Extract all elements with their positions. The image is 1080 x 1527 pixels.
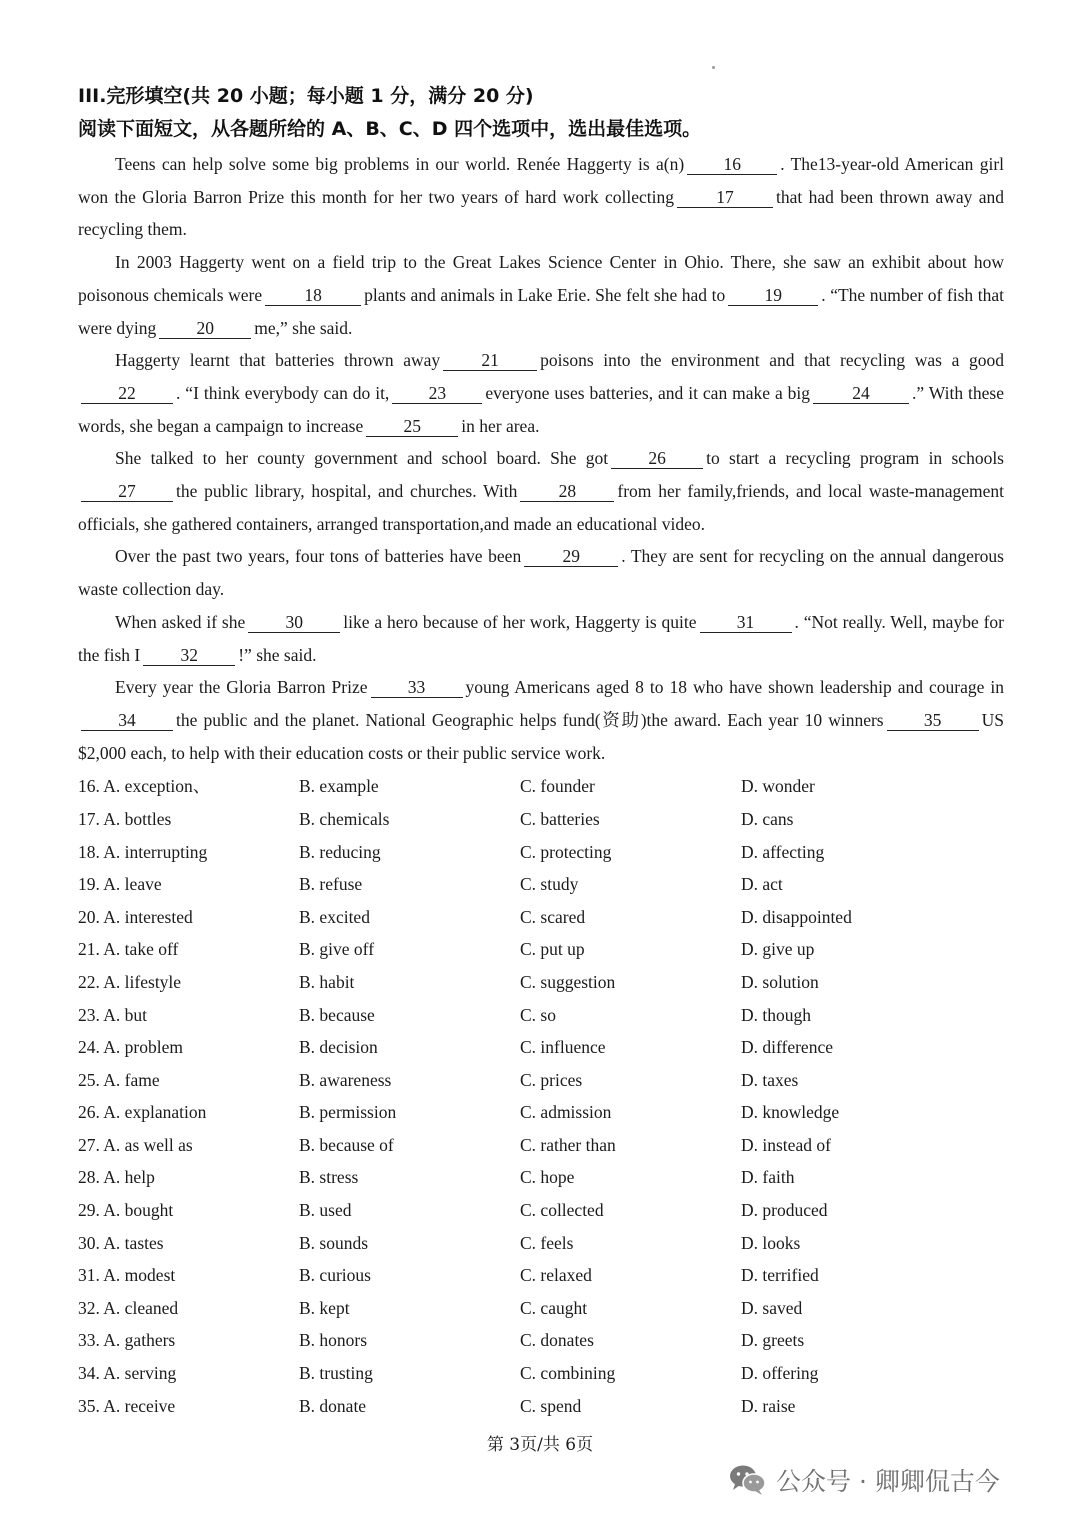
option-text: B. sounds [299,1232,369,1253]
passage-paragraph [78,148,1004,246]
question-row-18 [78,836,1004,869]
option-a[interactable] [78,770,299,803]
option-text: D. produced [741,1200,828,1221]
blank-31[interactable]: 31 [700,613,792,633]
question-number: 23. [78,1004,100,1025]
option-b[interactable] [299,803,520,836]
option-text: A. help [103,1167,155,1188]
option-text: C. admission [520,1102,612,1123]
blank-35[interactable]: 35 [887,711,979,731]
passage-paragraph [78,606,1004,671]
option-b[interactable] [299,1161,520,1194]
option-d[interactable] [741,966,962,999]
option-text: B. permission [299,1102,397,1123]
option-text: C. put up [520,939,585,960]
blank-24[interactable]: 24 [813,384,909,404]
option-text: A. receive [103,1395,176,1416]
option-c[interactable] [520,933,741,966]
question-row-27 [78,1129,1004,1162]
question-number: 30. [78,1232,100,1253]
option-c[interactable] [520,999,741,1032]
question-number: 28. [78,1167,100,1188]
blank-21[interactable]: 21 [443,351,537,371]
blank-18[interactable]: 18 [265,286,361,306]
blank-22[interactable]: 22 [81,384,173,404]
option-c[interactable] [520,901,741,934]
passage-text: in her area. [461,415,540,436]
question-row-24 [78,1031,1004,1064]
option-a[interactable] [78,1292,299,1325]
question-row-20 [78,901,1004,934]
wechat-icon [728,1463,768,1497]
option-text: A. fame [103,1069,160,1090]
passage-text: . The13-year-old American girl won the Gloria Barron Prize this month for her two years of hard work collecting [78,154,1005,207]
option-d[interactable] [741,1259,962,1292]
option-text: B. used [299,1200,352,1221]
option-text: A. bottles [103,808,172,829]
option-text: D. wonder [741,776,815,797]
question-row-25 [78,1064,1004,1097]
passage-text: the public and the planet. National Geographic helps fund(资助)the award. Each year 10 winners [176,709,884,730]
option-text: A. problem [103,1037,184,1058]
question-number: 21. [78,939,100,960]
question-row-35 [78,1390,1004,1423]
wechat-watermark [728,1462,1000,1498]
option-text: D. difference [741,1037,833,1058]
option-c[interactable] [520,966,741,999]
exam-page [78,80,1004,1422]
option-c[interactable] [520,1259,741,1292]
option-b[interactable] [299,901,520,934]
option-text: C. batteries [520,808,600,829]
option-d[interactable] [741,1064,962,1097]
passage-text: When asked if she [115,611,246,632]
option-c[interactable] [520,1357,741,1390]
option-text: A. gathers [103,1330,176,1351]
question-number: 16. [78,776,100,797]
option-text: B. honors [299,1330,368,1351]
option-d[interactable] [741,901,962,934]
option-text: A. explanation [103,1102,207,1123]
option-text: D. raise [741,1395,796,1416]
option-b[interactable] [299,1227,520,1260]
option-c[interactable] [520,836,741,869]
instruction: 阅读下面短文，从各题所给的 A、B、C、D 四个选项中，选出最佳选项。 [78,118,702,140]
passage-paragraph [78,442,1004,540]
option-text: A. cleaned [103,1297,179,1318]
option-text: B. stress [299,1167,359,1188]
option-a[interactable] [78,1390,299,1423]
option-a[interactable] [78,1129,299,1162]
option-text: A. interrupting [103,841,208,862]
question-row-31 [78,1259,1004,1292]
option-text: C. founder [520,776,595,797]
question-number: 32. [78,1297,100,1318]
question-row-28 [78,1161,1004,1194]
passage-text: . “The number of fish that were dying [78,284,1004,338]
watermark-text: 公众号 · 卿卿侃古今 [776,1467,1000,1496]
blank-27[interactable]: 27 [81,482,173,502]
option-c[interactable] [520,1227,741,1260]
option-text: D. knowledge [741,1102,840,1123]
option-text: C. suggestion [520,971,616,992]
option-d[interactable] [741,1031,962,1064]
option-d[interactable] [741,868,962,901]
option-c[interactable] [520,1031,741,1064]
option-c[interactable] [520,1129,741,1162]
option-c[interactable] [520,803,741,836]
option-text: A. leave [103,874,162,895]
option-text: A. but [103,1004,148,1025]
blank-19[interactable]: 19 [728,286,818,306]
option-text: C. feels [520,1232,574,1253]
option-text: B. habit [299,971,355,992]
option-c[interactable] [520,1194,741,1227]
option-c[interactable] [520,770,741,803]
question-row-16 [78,770,1004,803]
option-d[interactable] [741,1390,962,1423]
passage-text: Every year the Gloria Barron Prize [115,677,368,698]
option-text: D. though [741,1004,811,1025]
question-number: 33. [78,1330,100,1351]
option-d[interactable] [741,803,962,836]
option-b[interactable] [299,1390,520,1423]
option-a[interactable] [78,1227,299,1260]
option-d[interactable] [741,1324,962,1357]
option-text: B. excited [299,906,370,927]
question-number: 35. [78,1395,100,1416]
passage-text: She talked to her county government and school board. She got [115,448,609,469]
option-text: D. affecting [741,841,825,862]
option-a[interactable] [78,901,299,934]
question-row-17 [78,803,1004,836]
passage-text: plants and animals in Lake Erie. She felt she had to [364,284,726,305]
option-c[interactable] [520,1390,741,1423]
option-text: D. faith [741,1167,795,1188]
option-text: C. relaxed [520,1265,592,1286]
question-number: 19. [78,874,100,895]
passage-paragraph [78,540,1004,605]
option-text: D. cans [741,808,794,829]
option-text: D. terrified [741,1265,819,1286]
blank-33[interactable]: 33 [371,678,463,698]
option-b[interactable] [299,1031,520,1064]
question-number: 26. [78,1102,100,1123]
option-text: A. exception、 [103,776,211,797]
option-b[interactable] [299,1292,520,1325]
option-b[interactable] [299,836,520,869]
option-text: A. bought [103,1200,174,1221]
option-d[interactable] [741,1096,962,1129]
passage-text: !” she said. [238,644,317,665]
option-c[interactable] [520,1161,741,1194]
blank-16[interactable]: 16 [687,155,777,175]
question-number: 25. [78,1069,100,1090]
option-b[interactable] [299,999,520,1032]
section-title: III.完形填空(共 20 小题；每小题 1 分，满分 20 分) [78,85,534,107]
option-text: D. solution [741,971,819,992]
passage-text: Haggerty learnt that batteries thrown away [115,350,441,371]
question-number: 34. [78,1363,100,1384]
option-a[interactable] [78,1161,299,1194]
option-text: C. study [520,874,579,895]
option-d[interactable] [741,999,962,1032]
option-c[interactable] [520,1064,741,1097]
option-d[interactable] [741,1292,962,1325]
option-text: D. greets [741,1330,805,1351]
option-text: D. taxes [741,1069,799,1090]
blank-23[interactable]: 23 [392,384,482,404]
question-row-32 [78,1292,1004,1325]
option-text: A. as well as [103,1134,193,1155]
blank-25[interactable]: 25 [366,417,458,437]
option-text: B. because [299,1004,375,1025]
option-text: D. offering [741,1363,819,1384]
option-d[interactable] [741,1161,962,1194]
option-d[interactable] [741,1194,962,1227]
question-number: 31. [78,1265,100,1286]
passage-text: . “Not really. Well, maybe for the fish I [78,611,1004,665]
scan-speck [712,66,715,69]
passage-text: US $2,000 each, to help with their education costs or their public service work. [78,709,1004,763]
option-a[interactable] [78,836,299,869]
option-text: C. rather than [520,1134,616,1155]
passage-text: me,” she said. [254,317,353,338]
option-c[interactable] [520,1292,741,1325]
blank-17[interactable]: 17 [677,188,773,208]
blank-28[interactable]: 28 [520,482,614,502]
cloze-passage [78,148,1004,769]
option-text: C. protecting [520,841,612,862]
option-a[interactable] [78,933,299,966]
option-b[interactable] [299,966,520,999]
option-b[interactable] [299,1259,520,1292]
option-d[interactable] [741,836,962,869]
question-row-33 [78,1324,1004,1357]
question-row-19 [78,868,1004,901]
passage-paragraph [78,246,1004,344]
passage-text: that had been thrown away and recycling them. [78,186,1004,240]
option-d[interactable] [741,770,962,803]
blank-26[interactable]: 26 [611,449,703,469]
passage-paragraph [78,671,1004,769]
passage-text: Over the past two years, four tons of batteries have been [115,546,522,567]
blank-32[interactable]: 32 [143,646,235,666]
question-row-21 [78,933,1004,966]
option-text: C. scared [520,906,586,927]
option-a[interactable] [78,966,299,999]
option-b[interactable] [299,1324,520,1357]
options-list [78,770,1004,1422]
blank-30[interactable]: 30 [248,613,340,633]
option-text: B. kept [299,1297,350,1318]
option-text: B. because of [299,1134,394,1155]
option-b[interactable] [299,1096,520,1129]
question-number: 18. [78,841,100,862]
option-text: A. interested [103,906,193,927]
option-b[interactable] [299,1129,520,1162]
option-text: B. give off [299,939,375,960]
option-text: A. serving [103,1363,177,1384]
option-text: B. curious [299,1265,371,1286]
passage-text: poisons into the environment and that recycling was a good [540,350,1005,371]
option-d[interactable] [741,1227,962,1260]
option-b[interactable] [299,1357,520,1390]
passage-text: .” With these words, she began a campaign to increase [78,382,1004,436]
passage-text: like a hero because of her work, Haggerty is quite [343,611,697,632]
question-number: 27. [78,1134,100,1155]
option-text: D. saved [741,1297,803,1318]
option-a[interactable] [78,1357,299,1390]
option-text: A. modest [103,1265,176,1286]
passage-text: Teens can help solve some big problems in our world. Renée Haggerty is a(n) [115,154,685,174]
passage-text: young Americans aged 8 to 18 who have shown leadership and courage in [465,677,1004,698]
option-a[interactable] [78,1031,299,1064]
option-text: C. collected [520,1200,604,1221]
option-a[interactable] [78,1259,299,1292]
passage-text: the public library, hospital, and churches. With [176,481,518,502]
passage-text: In 2003 Haggerty went on a field trip to the Great Lakes Science Center in Ohio. There, she saw an exhibit about how poisonous chemicals were [78,252,1004,305]
option-text: A. lifestyle [103,971,182,992]
option-text: C. caught [520,1297,588,1318]
option-text: D. instead of [741,1134,831,1155]
option-text: A. take off [103,939,179,960]
question-number: 29. [78,1200,100,1221]
option-d[interactable] [741,933,962,966]
question-row-30 [78,1227,1004,1260]
option-text: C. donates [520,1330,594,1351]
page-footer: 第 3页/共 6页 [486,1435,594,1455]
option-text: B. trusting [299,1363,373,1384]
blank-34[interactable]: 34 [81,711,173,731]
option-text: C. spend [520,1395,582,1416]
question-row-29 [78,1194,1004,1227]
question-row-26 [78,1096,1004,1129]
option-b[interactable] [299,933,520,966]
question-number: 24. [78,1037,100,1058]
option-a[interactable] [78,803,299,836]
option-b[interactable] [299,868,520,901]
option-text: B. example [299,776,379,797]
option-a[interactable] [78,1194,299,1227]
option-a[interactable] [78,1096,299,1129]
option-a[interactable] [78,1324,299,1357]
question-row-34 [78,1357,1004,1390]
option-c[interactable] [520,868,741,901]
option-text: B. decision [299,1037,378,1058]
question-number: 20. [78,906,100,927]
option-text: D. give up [741,939,815,960]
question-number: 22. [78,971,100,992]
option-text: D. disappointed [741,906,852,927]
passage-text: everyone uses batteries, and it can make a big [485,382,811,403]
option-text: B. chemicals [299,808,390,829]
option-text: D. act [741,874,783,895]
question-number: 17. [78,808,100,829]
option-text: C. influence [520,1037,606,1058]
option-text: B. awareness [299,1069,392,1090]
option-text: D. looks [741,1232,801,1253]
option-text: C. prices [520,1069,583,1090]
blank-20[interactable]: 20 [159,319,251,339]
option-b[interactable] [299,770,520,803]
passage-text: from her family,friends, and local waste-management officials, she gathered containers, arranged transportation,and made an educational video. [78,481,1005,534]
option-a[interactable] [78,1064,299,1097]
option-a[interactable] [78,999,299,1032]
option-b[interactable] [299,1064,520,1097]
option-d[interactable] [741,1357,962,1390]
option-text: B. donate [299,1395,367,1416]
passage-text: to start a recycling program in schools [706,448,1004,469]
option-c[interactable] [520,1096,741,1129]
option-text: C. hope [520,1167,575,1188]
option-text: A. tastes [103,1232,164,1253]
passage-paragraph [78,344,1004,442]
option-text: C. combining [520,1363,616,1384]
option-text: B. refuse [299,874,363,895]
option-text: B. reducing [299,841,381,862]
question-row-22 [78,966,1004,999]
question-row-23 [78,999,1004,1032]
option-c[interactable] [520,1324,741,1357]
passage-text: . “I think everybody can do it, [176,382,390,403]
option-text: C. so [520,1004,556,1025]
option-a[interactable] [78,868,299,901]
blank-29[interactable]: 29 [524,547,618,567]
option-b[interactable] [299,1194,520,1227]
option-d[interactable] [741,1129,962,1162]
passage-text: . They are sent for recycling on the annual dangerous waste collection day. [78,546,1004,600]
